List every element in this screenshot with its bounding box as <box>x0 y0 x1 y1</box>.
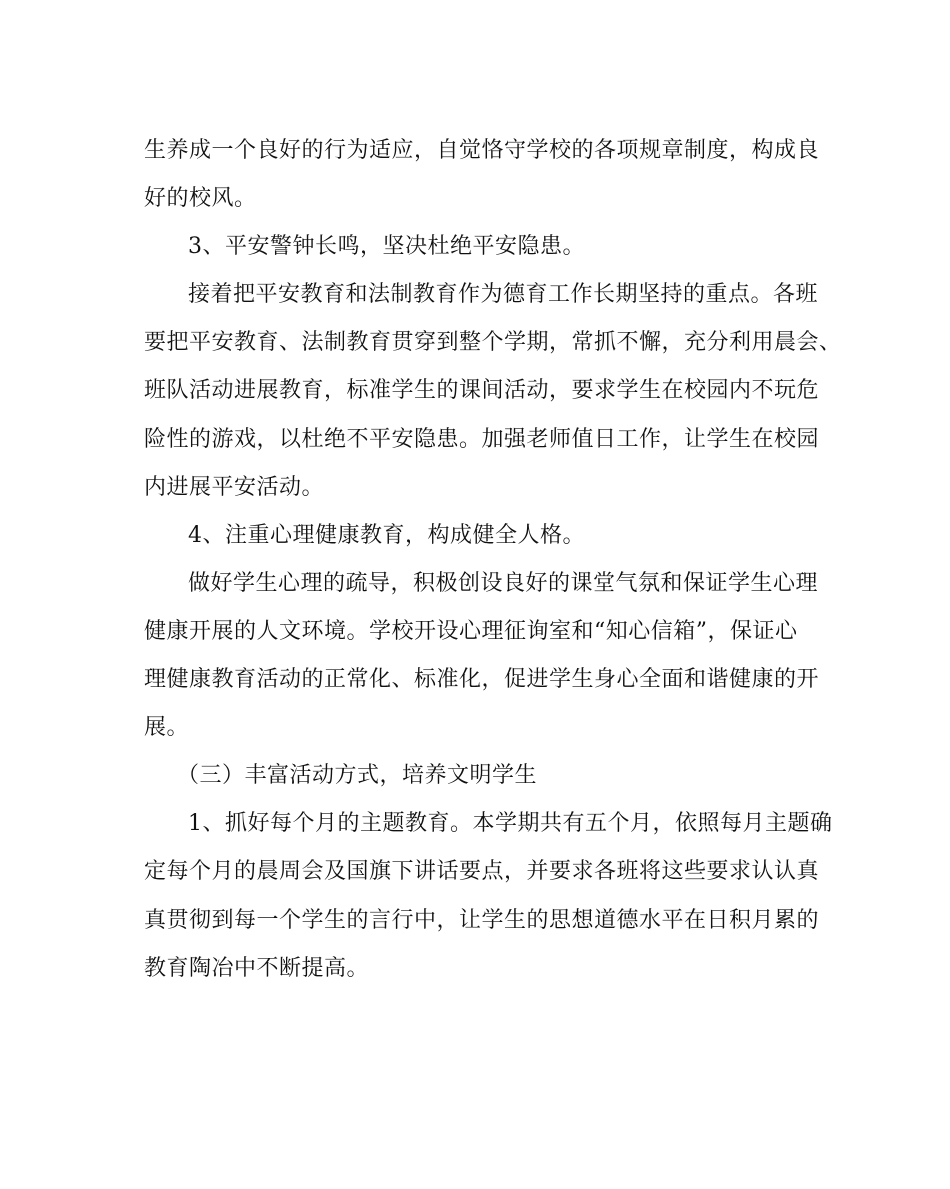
paragraph-line: 要把平安教育、法制教育贯穿到整个学期，常抓不懈，充分利用晨会、 <box>144 330 842 356</box>
paragraph-line: 生养成一个良好的行为适应，自觉恪守学校的各项规章制度，构成良 <box>144 138 820 163</box>
paragraph-line: 定每个月的晨周会及国旗下讲话要点，并要求各班将这些要求认认真 <box>144 859 820 885</box>
paragraph-line: 展。 <box>144 715 190 741</box>
paragraph-line: 险性的游戏，以杜绝不平安隐患。加强老师值日工作，让学生在校园 <box>144 426 820 452</box>
paragraph-line: 真贯彻到每一个学生的言行中，让学生的思想道德水平在日积月累的 <box>144 907 820 933</box>
section-heading: （三）丰富活动方式，培养文明学生 <box>177 763 538 789</box>
paragraph-line: 接着把平安教育和法制教育作为德育工作长期坚持的重点。各班 <box>188 282 819 308</box>
document-body <box>144 127 842 993</box>
paragraph-line: 健康开展的人文环境。学校开设心理征询室和“知心信箱”，保证心 <box>144 618 798 644</box>
section-heading: 3、平安警钟长鸣，坚决杜绝平安隐患。 <box>188 234 585 260</box>
paragraph-line: 内进展平安活动。 <box>144 474 325 500</box>
paragraph-line: 1、抓好每个月的主题教育。本学期共有五个月，依照每月主题确 <box>188 811 833 837</box>
paragraph-line: 班队活动进展教育，标准学生的课间活动，要求学生在校园内不玩危 <box>144 378 820 404</box>
paragraph-line: 教育陶冶中不断提高。 <box>144 955 370 981</box>
paragraph-line: 做好学生心理的疏导，积极创设良好的课堂气氛和保证学生心理 <box>188 570 819 596</box>
section-heading: 4、注重心理健康教育，构成健全人格。 <box>188 522 585 548</box>
paragraph-line: 理健康教育活动的正常化、标准化，促进学生身心全面和谐健康的开 <box>144 667 820 693</box>
paragraph-line: 好的校风。 <box>144 186 257 212</box>
